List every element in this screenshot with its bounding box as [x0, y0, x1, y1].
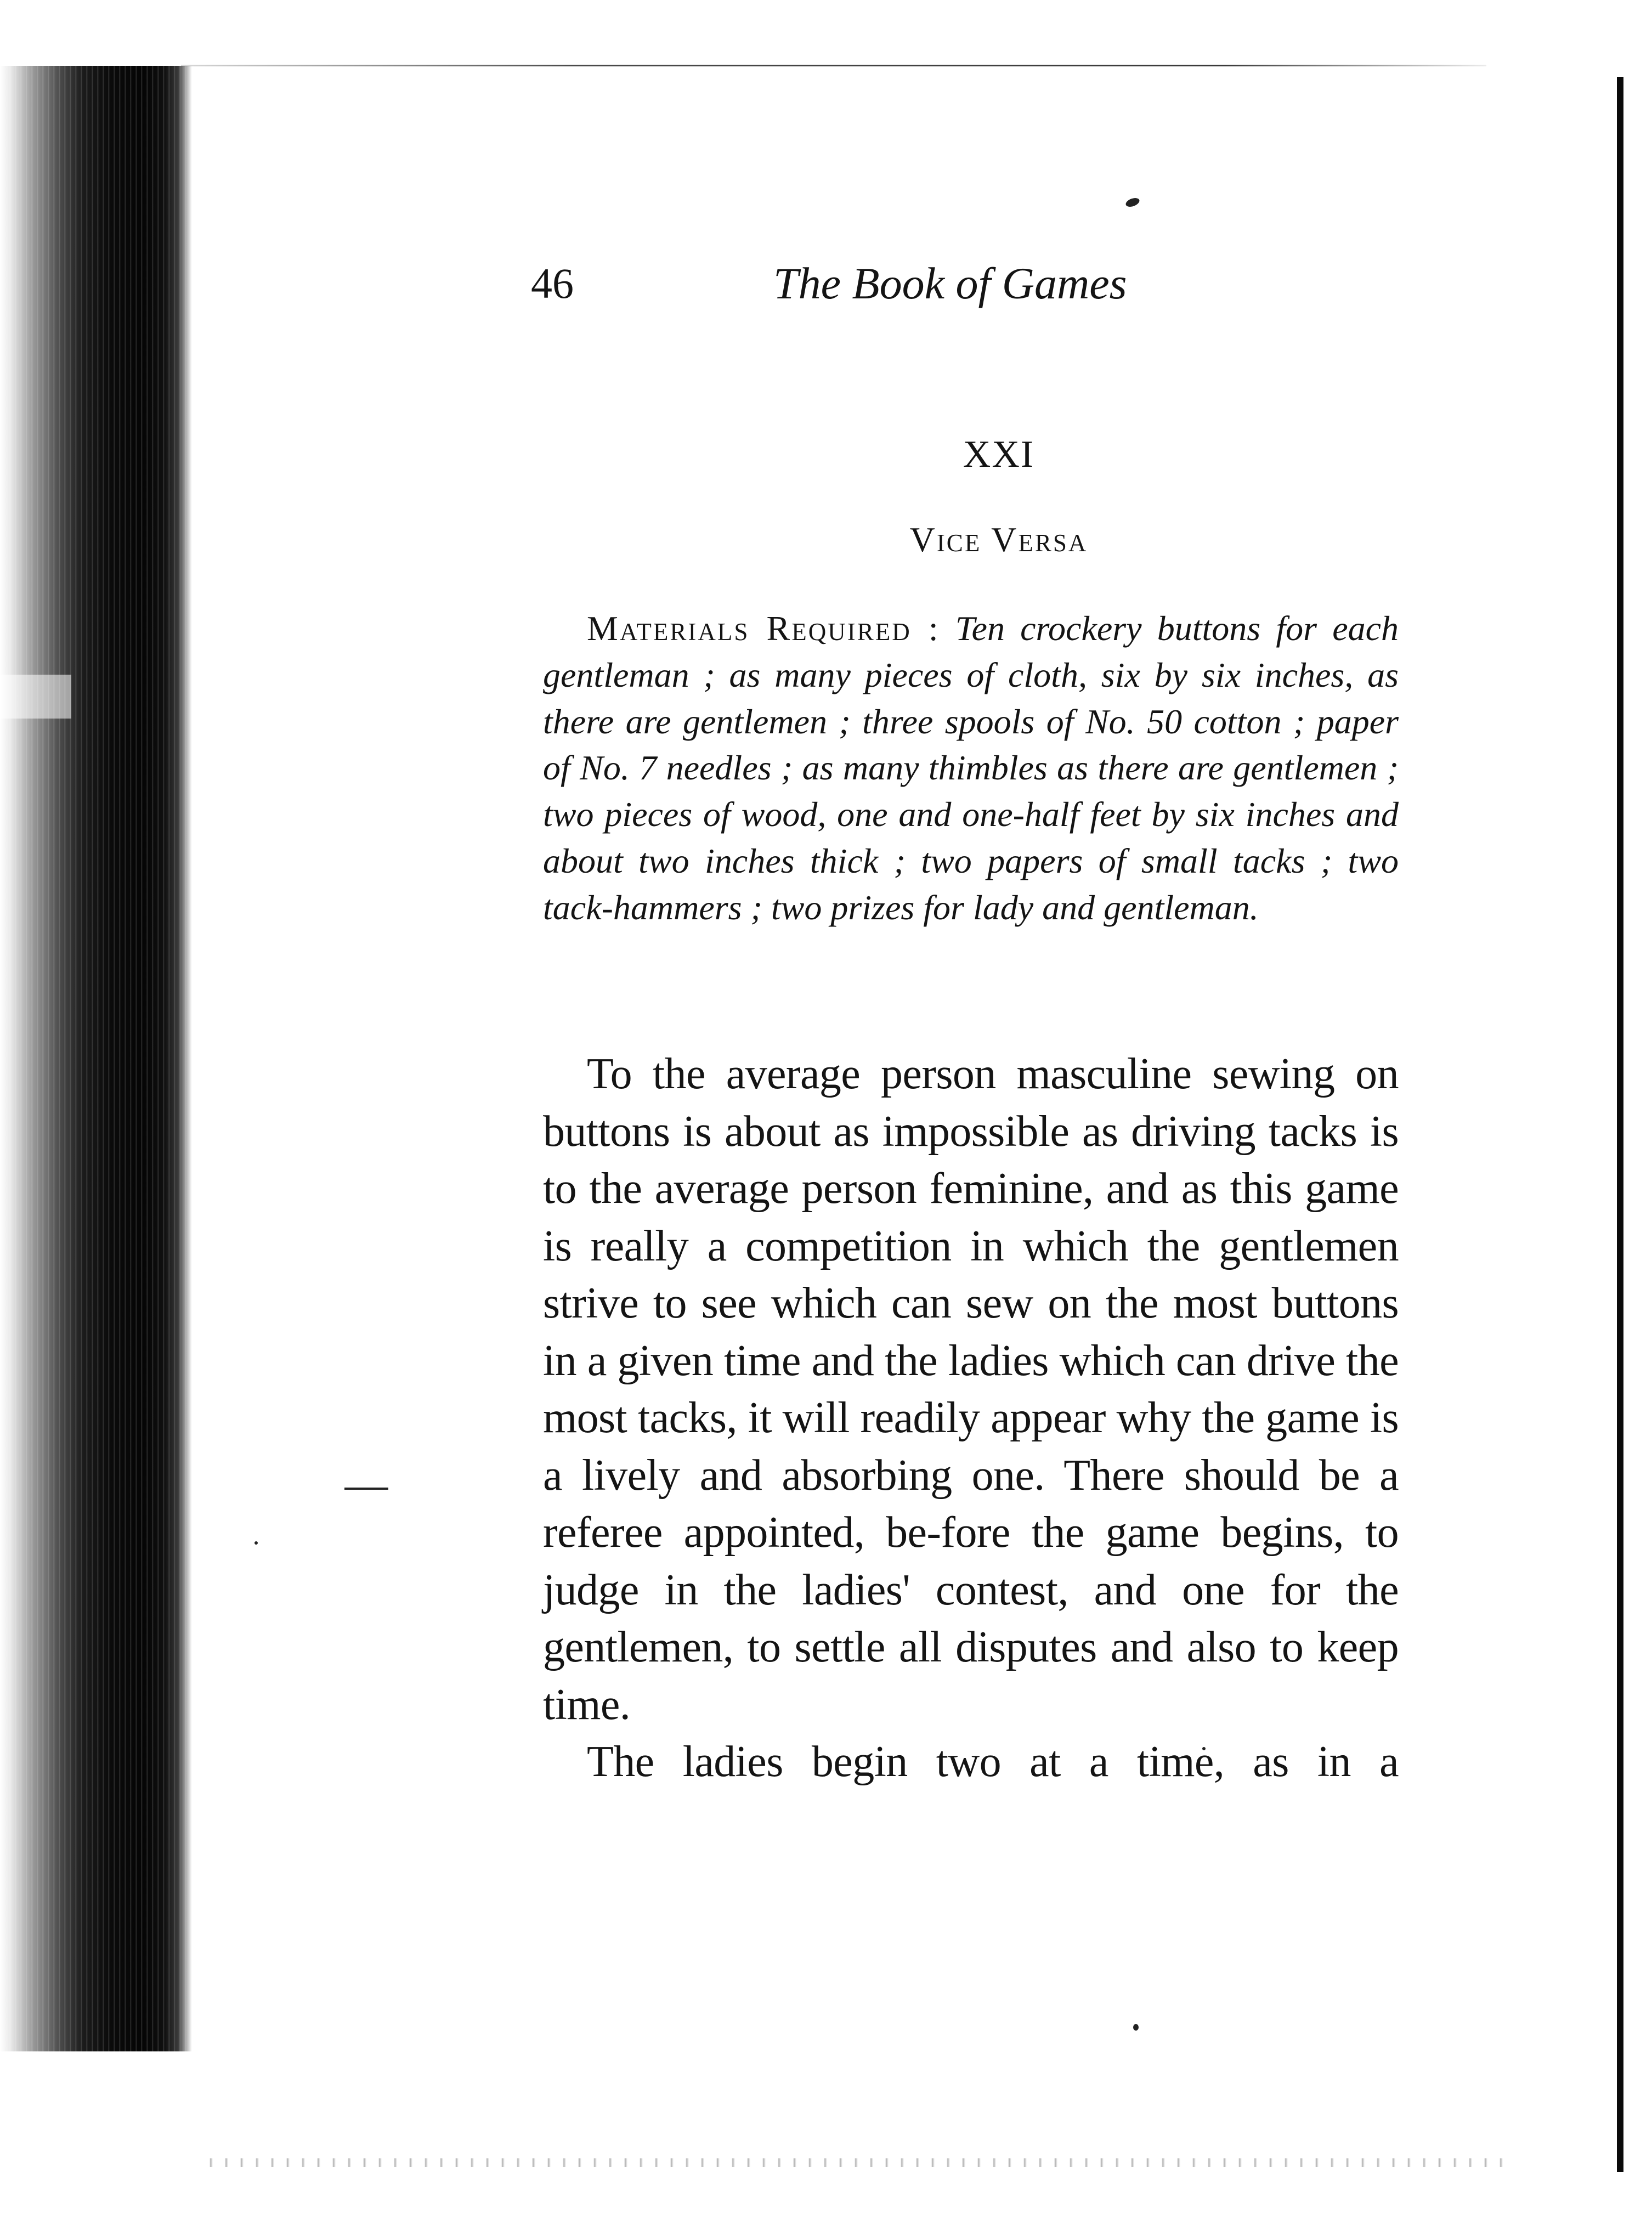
margin-mark	[344, 1488, 388, 1490]
page-number: 46	[531, 259, 574, 307]
paragraph: To the average person masculine sewing on buttons is about as impossible as driving tacks is to the average person feminine, and as this game is really a competition in which the gentlemen strive to see which can sew on the most buttons in a given time and the ladies which can drive the most tacks, it will readily appear why the game is a lively and absorbing one. There should be a referee appointed, be-fore the game begins, to judge in the ladies' contest, and one for the gentlemen, to settle all disputes and also to keep time.	[543, 1050, 1399, 1729]
materials-required	[543, 606, 1399, 931]
scan-speck	[1133, 2024, 1139, 2031]
scan-speck	[254, 1541, 258, 1545]
body-text	[543, 1045, 1399, 1791]
bottom-edge-noise	[197, 2158, 1503, 2167]
materials-label: Materials Required :	[587, 609, 940, 648]
chapter-number: XXI	[963, 433, 1035, 476]
materials-list: Ten crockery buttons for each gentleman ; as many pieces of cloth, six by six inches, as there are gentlemen ; three spools of No. 50 cotton ; paper of No. 7 needles ; as many thimbles as there are gentlemen ; two pieces of wood, one and one-half feet by six inches and about two inches thick ; two papers of small tacks ; two tack-hammers ; two prizes for lady and gentleman.	[543, 609, 1399, 927]
chapter-title: Vice Versa	[909, 520, 1088, 559]
paragraph: The ladies begin two at a time, as in a	[587, 1738, 1399, 1786]
scan-speck	[1124, 196, 1140, 208]
spine-streaks	[0, 66, 192, 2051]
spine-highlight	[0, 675, 71, 719]
right-edge-line	[1617, 77, 1623, 2172]
top-edge-line	[181, 65, 1486, 66]
running-head: The Book of Games	[773, 258, 1127, 308]
